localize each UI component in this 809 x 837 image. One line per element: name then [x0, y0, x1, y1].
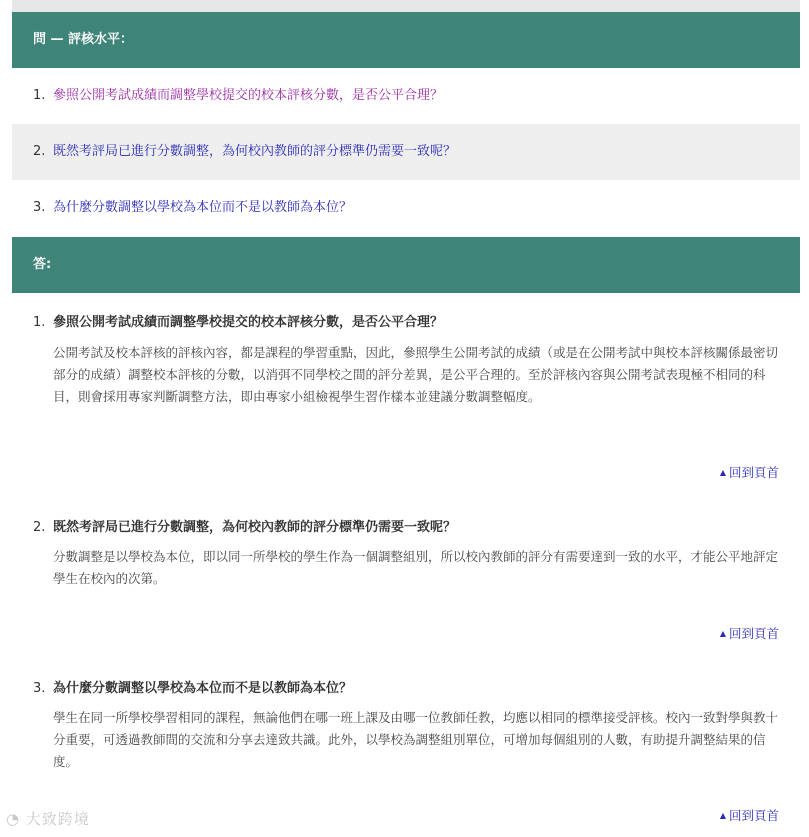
- question-number: 3.: [33, 200, 46, 215]
- question-link-1[interactable]: 參照公開考試成績而調整學校提交的校本評核分數，是否公平合理？: [53, 88, 444, 103]
- answer-title-3: [33, 677, 352, 696]
- back-to-top-label: 回到頁首: [728, 465, 779, 480]
- question-row-1: [12, 68, 800, 124]
- answer-title-text: 既然考評局已進行分數調整，為何校內教師的評分標準仍需要一致呢？: [53, 520, 457, 535]
- back-to-top-label: 回到頁首: [728, 626, 779, 641]
- answer-number: 3.: [33, 681, 46, 696]
- question-link-3[interactable]: 為什麼分數調整以學校為本位而不是以教師為本位？: [53, 200, 353, 215]
- watermark: [6, 808, 90, 829]
- back-to-top-link-1[interactable]: [720, 463, 779, 481]
- answer-title-text: 參照公開考試成績而調整學校提交的校本評核分數，是否公平合理？: [53, 315, 444, 330]
- answer-title-1: [33, 311, 443, 330]
- question-number: 2.: [33, 144, 46, 159]
- questions-header: 問 — 評核水平：: [12, 12, 800, 68]
- watermark-text: 大致跨境: [25, 810, 90, 828]
- answer-title-text: 為什麼分數調整以學校為本位而不是以教師為本位？: [53, 681, 353, 696]
- watermark-logo-icon: ◔: [6, 810, 21, 828]
- question-number: 1.: [33, 88, 46, 103]
- up-triangle-icon: ▲: [719, 629, 726, 638]
- up-triangle-icon: ▲: [719, 811, 726, 820]
- back-to-top-link-2[interactable]: [720, 624, 779, 642]
- answers-header: 答:: [12, 237, 800, 293]
- question-row-2: [12, 124, 800, 180]
- answer-number: 1.: [33, 315, 46, 330]
- top-strip: [12, 0, 800, 12]
- back-to-top-link-3[interactable]: [720, 806, 779, 824]
- answer-title-2: [33, 516, 456, 535]
- back-to-top-label: 回到頁首: [728, 808, 779, 823]
- answer-number: 2.: [33, 520, 46, 535]
- question-link-2[interactable]: 既然考評局已進行分數調整，為何校內教師的評分標準仍需要一致呢？: [53, 144, 457, 159]
- up-triangle-icon: ▲: [719, 468, 726, 477]
- question-row-3: [12, 180, 800, 236]
- answer-body-1: 公開考試及校本評核的評核內容，都是課程的學習重點，因此，參照學生公開考試的成績（或是在公開考試中與校本評核關係最密切部分的成績）調整校本評核的分數，以消弭不同學校之間的評分差異，是公平合理的。至於評核內容與公開考試表現極不相同的科目，則會採用專家判斷調整方法，即由專家小組檢視學生習作樣本並建議分數調整幅度。: [53, 345, 779, 404]
- answer-body-3: 學生在同一所學校學習相同的課程，無論他們在哪一班上課及由哪一位教師任教，均應以相同的標準接受評核。校內一致對學與教十分重要，可透過教師間的交流和分享去達致共識。此外，以學校為調整組別單位，可增加每個組別的人數，有助提升調整結果的信度。: [53, 710, 779, 769]
- answer-body-2: 分數調整是以學校為本位，即以同一所學校的學生作為一個調整組別，所以校內教師的評分有需要達到一致的水平，才能公平地評定學生在校內的次第。: [53, 549, 779, 586]
